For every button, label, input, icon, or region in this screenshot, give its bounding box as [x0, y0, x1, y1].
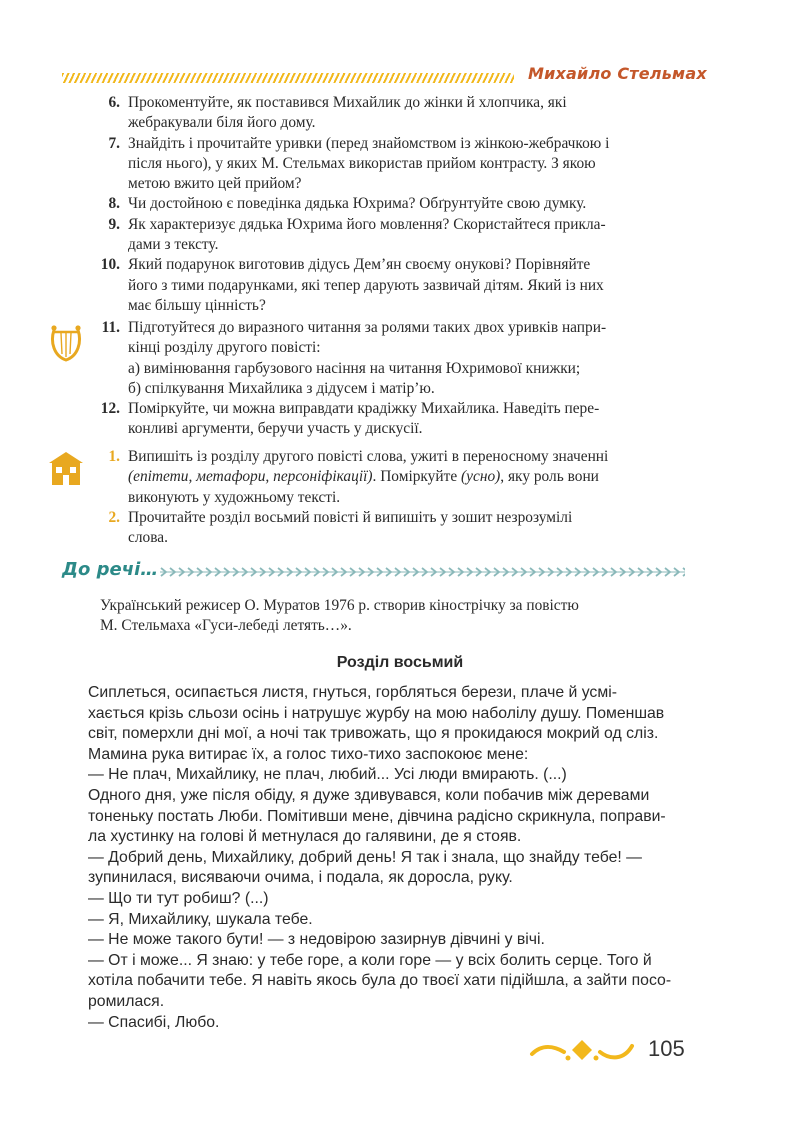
text-line: зупинилася, висяваючи очима, і подала, як доросла, руку.	[88, 869, 513, 887]
do-rechi-text	[100, 596, 682, 637]
do-rechi-ornament-line	[160, 565, 685, 579]
questions-list-a	[90, 93, 682, 316]
question-item	[90, 215, 682, 256]
question-item	[90, 93, 682, 134]
homework-number: 2.	[108, 508, 120, 526]
question-number: 10.	[100, 256, 120, 274]
text-line: — Я, Михайлику, шукала тебе.	[88, 910, 313, 928]
question-number: 7.	[108, 134, 120, 152]
text-line: хотіла побачити тебе. Я навіть якось була до твоєї хати підійшла, а зайти посо-	[88, 972, 672, 990]
homework-line: (епітети, метафори, персоніфікації). Поміркуйте (усно), яку роль вони	[128, 468, 599, 486]
homework-line: виконують у художньому тексті.	[128, 488, 341, 506]
text-line: Мамина рука витирає їх, а голос тихо-тихо заспокоює мене:	[88, 745, 529, 763]
question-item	[90, 399, 682, 440]
text-line: — Не плач, Михайлику, не плач, любий... Усі люди вмирають. (...)	[88, 766, 567, 784]
text-line: хається крізь сльози осінь і натрушує журбу на мою наболілу душу. Поменшав	[88, 704, 665, 722]
text-line: — Добрий день, Михайлику, добрий день! Я так і знала, що знайду тебе! —	[88, 848, 642, 866]
text-line: Одного дня, уже після обіду, я дуже здивувався, коли побачив між деревами	[88, 786, 650, 804]
paragraph	[62, 930, 682, 951]
question-number: 9.	[108, 215, 120, 233]
question-item	[90, 134, 682, 195]
question-line: кінці розділу другого повісті:	[128, 339, 321, 357]
homework-number: 1.	[108, 448, 120, 465]
question-number: 12.	[100, 400, 120, 418]
header-stripe-decoration	[62, 73, 514, 83]
lyre-icon	[46, 322, 86, 364]
paragraph	[62, 683, 682, 765]
question-line: метою вжито цей прийом?	[128, 175, 302, 193]
paragraph	[62, 1013, 682, 1034]
text-line: — Що ти тут робиш? (...)	[88, 889, 269, 907]
text-line: — Спасибі, Любо.	[88, 1013, 220, 1031]
question-number: 11.	[101, 319, 120, 336]
question-item	[90, 255, 682, 316]
do-rechi-line: Український режисер О. Муратов 1976 р. створив кінострічку за повістю	[100, 597, 579, 614]
chapter-text	[62, 683, 682, 1033]
question-line: Як характеризує дядька Юхрима його мовлення? Скористайтеся прикла-	[128, 215, 606, 233]
homework-list	[90, 447, 682, 548]
question-line: Прокоментуйте, як поставився Михайлик до жінки й хлопчика, які	[128, 94, 567, 111]
paragraph	[62, 910, 682, 931]
homework-item	[90, 447, 682, 508]
question-line: б) спілкування Михайлика з дідусем і матір’ю.	[128, 379, 435, 397]
question-line: конливі аргументи, беручи участь у дискусії.	[128, 420, 423, 438]
page-number: 105	[648, 1036, 685, 1061]
homework-line: Прочитайте розділ восьмий повісті й випишіть у зошит незрозумілі	[128, 508, 573, 526]
text-line: тоненьку постать Люби. Помітивши мене, дівчина радісно скрикнула, поправи-	[88, 807, 666, 825]
text-line: Сиплеться, осипається листя, гнуться, горбляться берези, плаче й усмі-	[88, 684, 617, 701]
question-line: Чи достойною є поведінка дядька Юхрима? Обґрунтуйте свою думку.	[128, 195, 587, 213]
do-rechi-label: До речі…	[62, 559, 159, 580]
paragraph	[62, 951, 682, 1013]
question-line: Знайдіть і прочитайте уривки (перед знайомством із жінкою-жебрачкою і	[128, 134, 610, 152]
homework-item	[90, 508, 682, 549]
paragraph	[62, 889, 682, 910]
chapter-title: Розділ восьмий	[336, 654, 464, 671]
homework-line: слова.	[128, 529, 168, 547]
question-line: Поміркуйте, чи можна виправдати крадіжку Михайлика. Наведіть пере-	[128, 400, 600, 418]
question-line: його з тими подарунками, які тепер дарують зазвичай дітям. Який із них	[128, 276, 604, 294]
question-line: Який подарунок виготовив дідусь Дем’ян своєму онукові? Порівняйте	[128, 256, 591, 274]
question-line: має більшу цінність?	[128, 296, 266, 314]
question-item	[90, 318, 682, 399]
do-rechi-line: М. Стельмаха «Гуси-лебеді летять…».	[100, 617, 352, 635]
question-line: дами з тексту.	[128, 236, 219, 254]
footer-ornament	[528, 1036, 648, 1064]
question-item	[90, 194, 682, 214]
paragraph	[62, 765, 682, 786]
question-line: жебракували біля його дому.	[128, 114, 316, 132]
text-line: ромилася.	[88, 992, 165, 1010]
question-number: 8.	[108, 195, 120, 213]
question-line: Підготуйтеся до виразного читання за ролями таких двох уривків напри-	[128, 319, 607, 336]
text-line: — От і може... Я знаю: у тебе горе, а коли горе — у всіх болить серце. Того й	[88, 951, 652, 969]
question-line: а) вимінювання гарбузового насіння на читання Юхримової книжки;	[128, 359, 581, 377]
running-head-author: Михайло Стельмах	[528, 64, 707, 83]
text-line: світ, померхли дні мої, а ночі так тривожать, що я прокидаюся мокрий од сліз.	[88, 725, 659, 743]
question-line: після нього), у яких М. Стельмах використав прийом контрасту. З якою	[128, 154, 596, 172]
questions-list-b	[90, 318, 682, 440]
question-number: 6.	[108, 94, 120, 111]
paragraph	[62, 786, 682, 848]
paragraph	[62, 848, 682, 889]
text-line: ла хустинку на голові й метнулася до галявини, де я стояв.	[88, 828, 522, 846]
homework-house-icon	[46, 449, 86, 487]
homework-line: Випишіть із розділу другого повісті слова, ужиті в переносному значенні	[128, 448, 609, 465]
text-line: — Не може такого бути! — з недовірою зазирнув дівчині у вічі.	[88, 931, 545, 949]
